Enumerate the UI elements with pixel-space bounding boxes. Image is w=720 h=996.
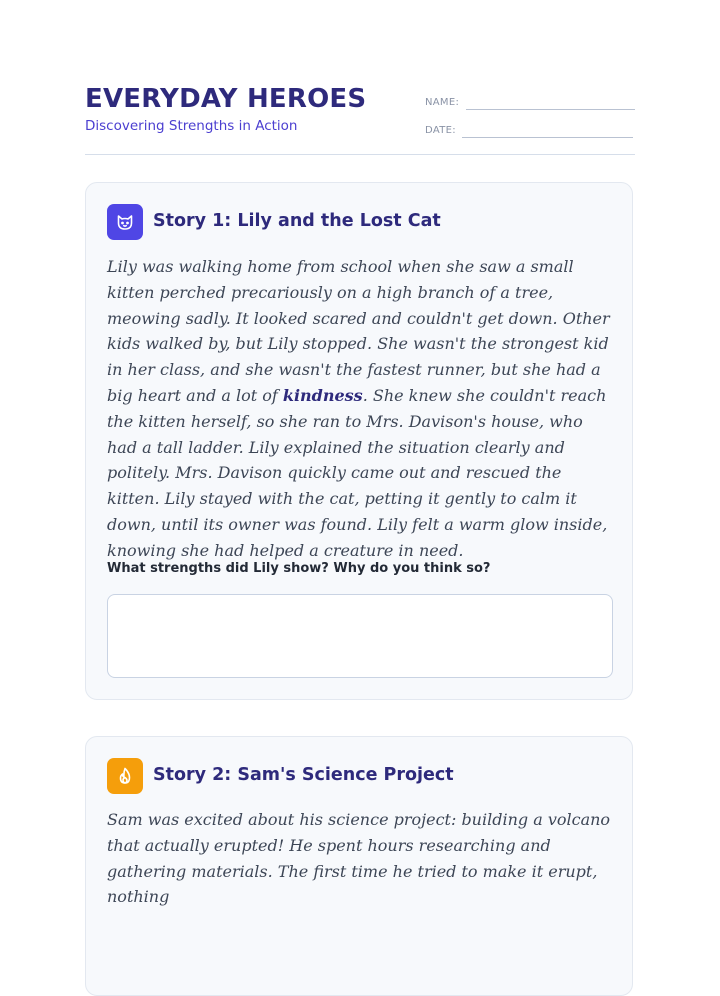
question-prompt: What strengths did Lily show? Why do you think so? bbox=[107, 561, 491, 576]
story-text: Lily was walking home from school when she saw a small kitten perched precariously on a high branch of a tree, meowing sadly. It looked scared and couldn't get down. Other kids walked by, but Lily stopped. She wasn't the strongest kid in her class, and she wasn't the fastest runner, but she had a big heart and a lot of kindness. She knew she couldn't reach the kitten herself, so she ran to Mrs. Davison's house, who had a tall ladder. Lily explained the situation clearly and politely. Mrs. Davison quickly came out and rescued the kitten. Lily stayed with the cat, petting it gently to calm it down, until its owner was found. Lily felt a warm glow inside, knowing she had helped a creature in need. bbox=[107, 257, 610, 560]
story-card-1 bbox=[85, 182, 633, 700]
name-line[interactable] bbox=[466, 109, 635, 110]
story-title: Story 2: Sam's Science Project bbox=[153, 765, 454, 785]
story-card-2 bbox=[85, 736, 633, 996]
cat-icon bbox=[107, 204, 143, 240]
flame-icon bbox=[107, 758, 143, 794]
date-label: DATE: bbox=[425, 125, 456, 136]
story-title: Story 1: Lily and the Lost Cat bbox=[153, 211, 441, 231]
date-line[interactable] bbox=[462, 137, 633, 138]
worksheet-title: EVERYDAY HEROES bbox=[85, 84, 367, 114]
name-label: NAME: bbox=[425, 97, 460, 108]
highlight-word: kindness bbox=[282, 385, 363, 405]
name-field[interactable] bbox=[425, 90, 635, 110]
story-text: Sam was excited about his science project: building a volcano that actually erupted! He spent hours researching and gathering materials. The first time he tried to make it erupt, nothing bbox=[107, 810, 611, 907]
answer-input[interactable] bbox=[107, 594, 613, 678]
worksheet-header bbox=[85, 84, 635, 155]
worksheet-subtitle: Discovering Strengths in Action bbox=[85, 118, 298, 134]
date-field[interactable] bbox=[425, 118, 633, 138]
